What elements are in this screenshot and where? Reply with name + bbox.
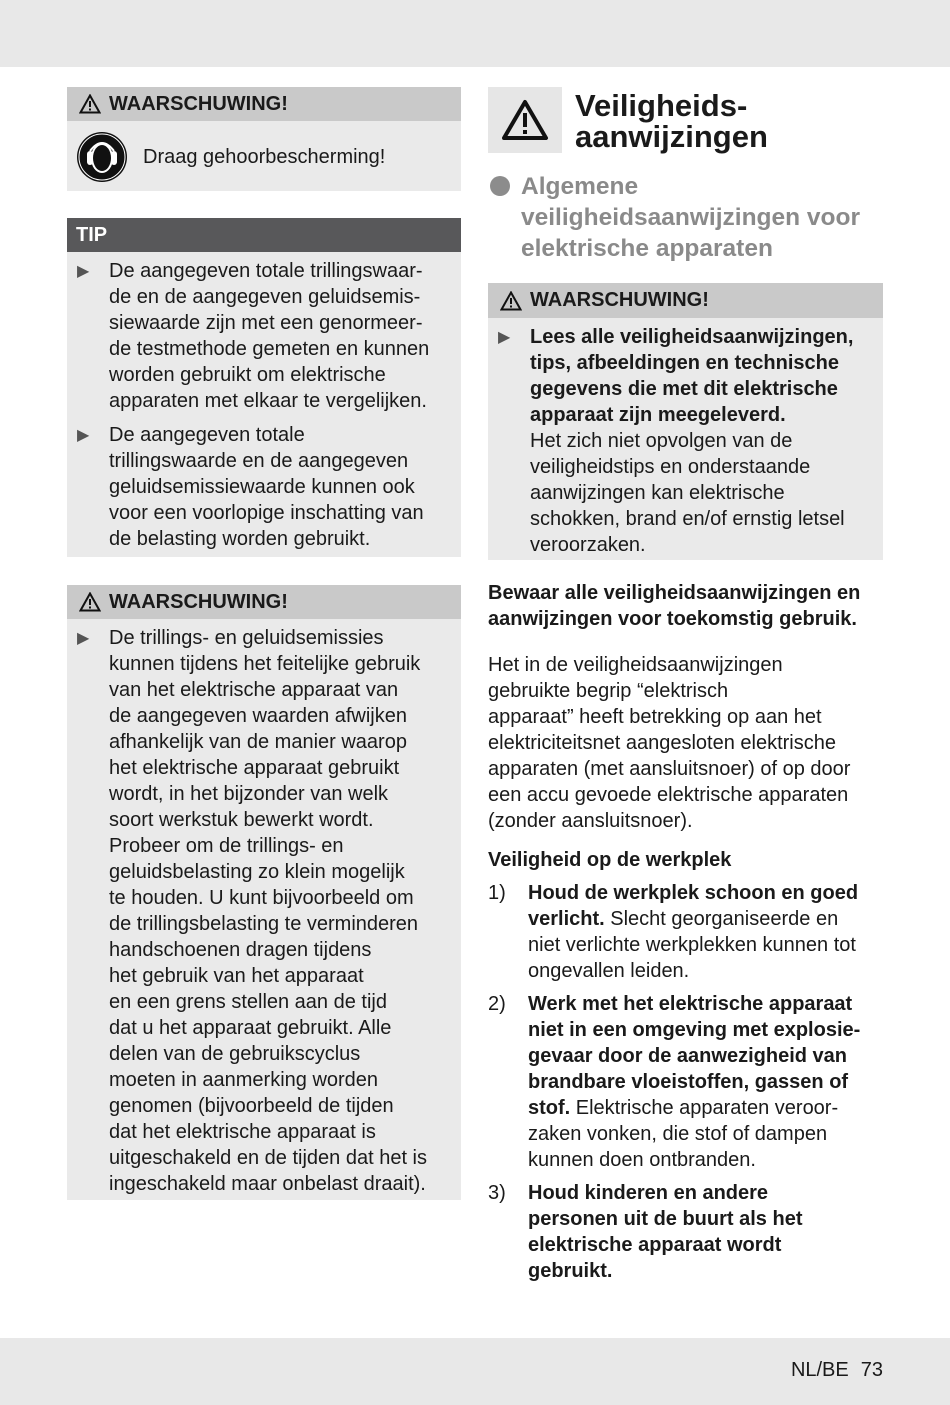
warning-body [67, 619, 461, 1200]
tip-bullet [77, 422, 461, 552]
warning-bullet [498, 324, 883, 558]
warning-header [67, 87, 461, 121]
tip-body [67, 252, 461, 557]
tip-title: TIP [76, 223, 108, 246]
section-subtitle: Algemene veiligheidsaanwijzingen voor elektrische apparaten [521, 173, 860, 262]
warning-bullet-text: De trillings- en geluidsemissies kunnen tijdens het feitelijke gebruik van het elektrische apparaat van de aangegeven waarden afwijken afhankelijk van de manier waarop het elektrische apparaat gebruikt wordt, in het bijzonder van welk soort werkstuk bewerkt wordt. Probeer om de trillings- en geluidsbelasting zo klein mogelijk te houden. U kunt bijvoorbeeld om de trillingsbelasting te verminderen handschoenen dragen tijdens het gebruik van het apparaat en een grens stellen aan de tijd dat u het apparaat gebruikt. Alle delen van de gebruikscyclus moeten in aanmerking worden genomen (bijvoorbeeld de tijden dat het elektrische apparaat is uitgeschakeld en de tijden dat het is ingeschakeld maar onbelast draait). [109, 627, 427, 1195]
item-bold-text: Houd de werkplek schoon en goed verlicht. [528, 882, 859, 930]
item-bold-text: Werk met het elektrische apparaat niet in een omgeving met explosie- gevaar door de aanwezigheid van brandbare vloeistoffen, gassen of stof. [528, 993, 861, 1119]
warning-header [488, 283, 883, 318]
workplace-heading: Veiligheid op de werkplek [488, 849, 732, 871]
item-number: 3) [488, 1182, 506, 1204]
warning-title: WAARSCHUWING! [109, 590, 288, 613]
arrow-right-icon: ▶ [77, 630, 90, 647]
warning-triangle-icon [79, 94, 101, 114]
item-bold-text: Houd kinderen en andere personen uit de buurt als het elektrische apparaat wordt gebruikt. [528, 1182, 803, 1282]
warning-header [67, 585, 461, 619]
bullet-circle-icon [490, 176, 510, 196]
arrow-right-icon: ▶ [77, 427, 90, 444]
item-text: Elektrische apparaten veroor- zaken vonken, die stof of dampen kunnen doen ontbranden. [528, 1097, 839, 1171]
tip-bullet [77, 258, 461, 414]
page-number: 73 [860, 1359, 883, 1381]
arrow-right-icon: ▶ [77, 263, 90, 280]
warning-triangle-icon [500, 291, 522, 311]
item-number: 2) [488, 993, 506, 1015]
keep-instructions-note: Bewaar alle veiligheidsaanwijzingen en aanwijzingen voor toekomstig gebruik. [488, 582, 861, 630]
warning-body [67, 121, 461, 191]
warning-triangle-icon [79, 592, 101, 612]
list-item [488, 880, 888, 984]
item-number: 1) [488, 882, 506, 904]
section-icon-box [488, 87, 562, 153]
warning-bold-text: Lees alle veiligheidsaanwijzingen, tips, afbeeldingen en technische gegevens die met dit elektrische apparaat zijn meegeleverd. [530, 326, 854, 426]
warning-triangle-icon [501, 99, 549, 141]
item-text: Slecht georganiseerde en niet verlichte werkplekken kunnen tot ongevallen leiden. [528, 908, 856, 982]
definition-paragraph: Het in de veiligheidsaanwijzingen gebruikte begrip “elektrisch apparaat” heeft betrekking op aan het elektriciteitsnet aangesloten elektrische apparaten (met aansluitsnoer) of op door een accu gevoede elektrische apparaten (zonder aansluitsnoer). [488, 654, 851, 832]
footer-locale: NL/BE [790, 1359, 849, 1381]
tip-bullet-text: De aangegeven totale trillingswaarde en de aangegeven geluidsemissiewaarde kunnen ook voor een voorlopige inschatting van de belasting worden gebruikt. [109, 424, 424, 550]
arrow-right-icon: ▶ [498, 329, 511, 346]
hearing-protection-text: Draag gehoorbescherming! [143, 146, 386, 168]
warning-title: WAARSCHUWING! [530, 289, 709, 311]
top-band [0, 0, 950, 67]
tip-header [67, 218, 461, 252]
tip-bullet-text: De aangegeven totale trillingswaar- de en de aangegeven geluidsemis- siewaarde zijn met een genormeer- de testmethode gemeten en kunnen worden gebruikt om elektrische apparaten met elkaar te vergelijken. [109, 260, 430, 412]
warning-text: Het zich niet opvolgen van de veiligheidstips en onderstaande aanwijzingen kan elektrische schokken, brand en/of ernstig letsel veroorzaken. [530, 430, 845, 556]
section-title: Veiligheids- aanwijzingen [575, 88, 768, 154]
workplace-list [488, 880, 888, 1291]
warning-bullet [77, 625, 461, 1197]
warning-title: WAARSCHUWING! [109, 92, 288, 115]
list-item [488, 991, 888, 1173]
list-item [488, 1180, 888, 1284]
page-footer [791, 1359, 883, 1382]
hearing-protection-icon [76, 131, 128, 183]
warning-body [488, 318, 883, 560]
